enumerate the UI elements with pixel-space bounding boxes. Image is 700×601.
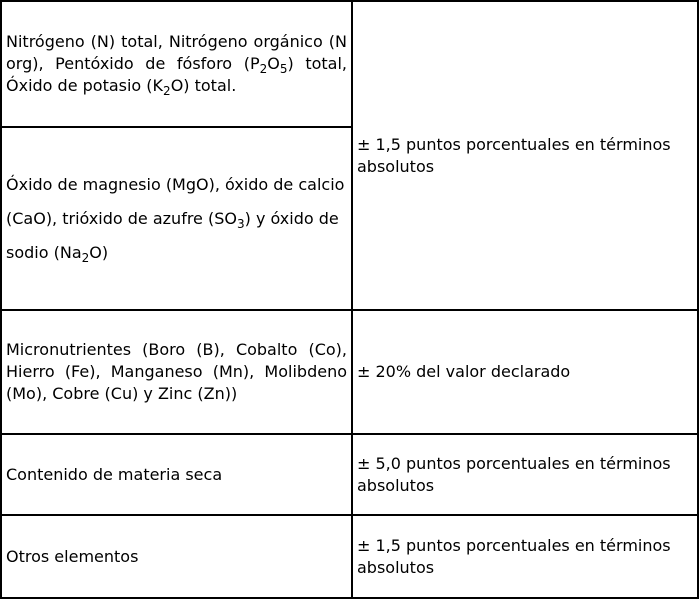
tolerance-cell-other — [352, 515, 698, 598]
tolerance-cell-micronutrients — [352, 310, 698, 434]
table-row — [1, 515, 698, 598]
table-row — [1, 1, 698, 127]
tolerance-text-merged: ± 1,5 puntos porcentuales en términos absolutos — [357, 134, 671, 176]
element-cell-other — [1, 515, 352, 598]
element-text-other: Otros elementos — [6, 546, 139, 566]
element-cell-npk — [1, 1, 352, 127]
tolerance-text-other: ± 1,5 puntos porcentuales en términos absolutos — [357, 535, 671, 577]
element-text-oxides-line3: sodio $(Na_2O)$ — [6, 242, 109, 265]
table-row — [1, 434, 698, 515]
table-row — [1, 310, 698, 434]
element-text-npk: Nitrógeno (N) total, Nitrógeno orgánico (N org), Pentóxido de fósforo $(P_2O_5)$ total, Óxido de potasio $(K_2O)$ total. — [6, 32, 347, 98]
element-text-micronutrients: Micronutrientes (Boro (B), Cobalto (Co), Hierro (Fe), Manganeso (Mn), Molibdeno (Mo), Cobre (Cu) y Zinc (Zn)) — [6, 340, 347, 403]
tolerance-cell-dry-matter — [352, 434, 698, 515]
tolerance-cell-merged — [352, 1, 698, 310]
element-cell-dry-matter — [1, 434, 352, 515]
element-text-oxides-line2: (CaO), trióxido de azufre $(SO_3)$ y óxido de — [6, 208, 339, 231]
element-text-oxides-line1: Óxido de magnesio (MgO), óxido de calcio — [6, 174, 345, 194]
tolerance-text-dry-matter: ± 5,0 puntos porcentuales en términos absolutos — [357, 453, 671, 495]
element-text-dry-matter: Contenido de materia seca — [6, 464, 223, 484]
element-cell-oxides — [1, 127, 352, 310]
tolerance-text-micronutrients: ± 20% del valor declarado — [357, 362, 571, 381]
element-cell-micronutrients — [1, 310, 352, 434]
